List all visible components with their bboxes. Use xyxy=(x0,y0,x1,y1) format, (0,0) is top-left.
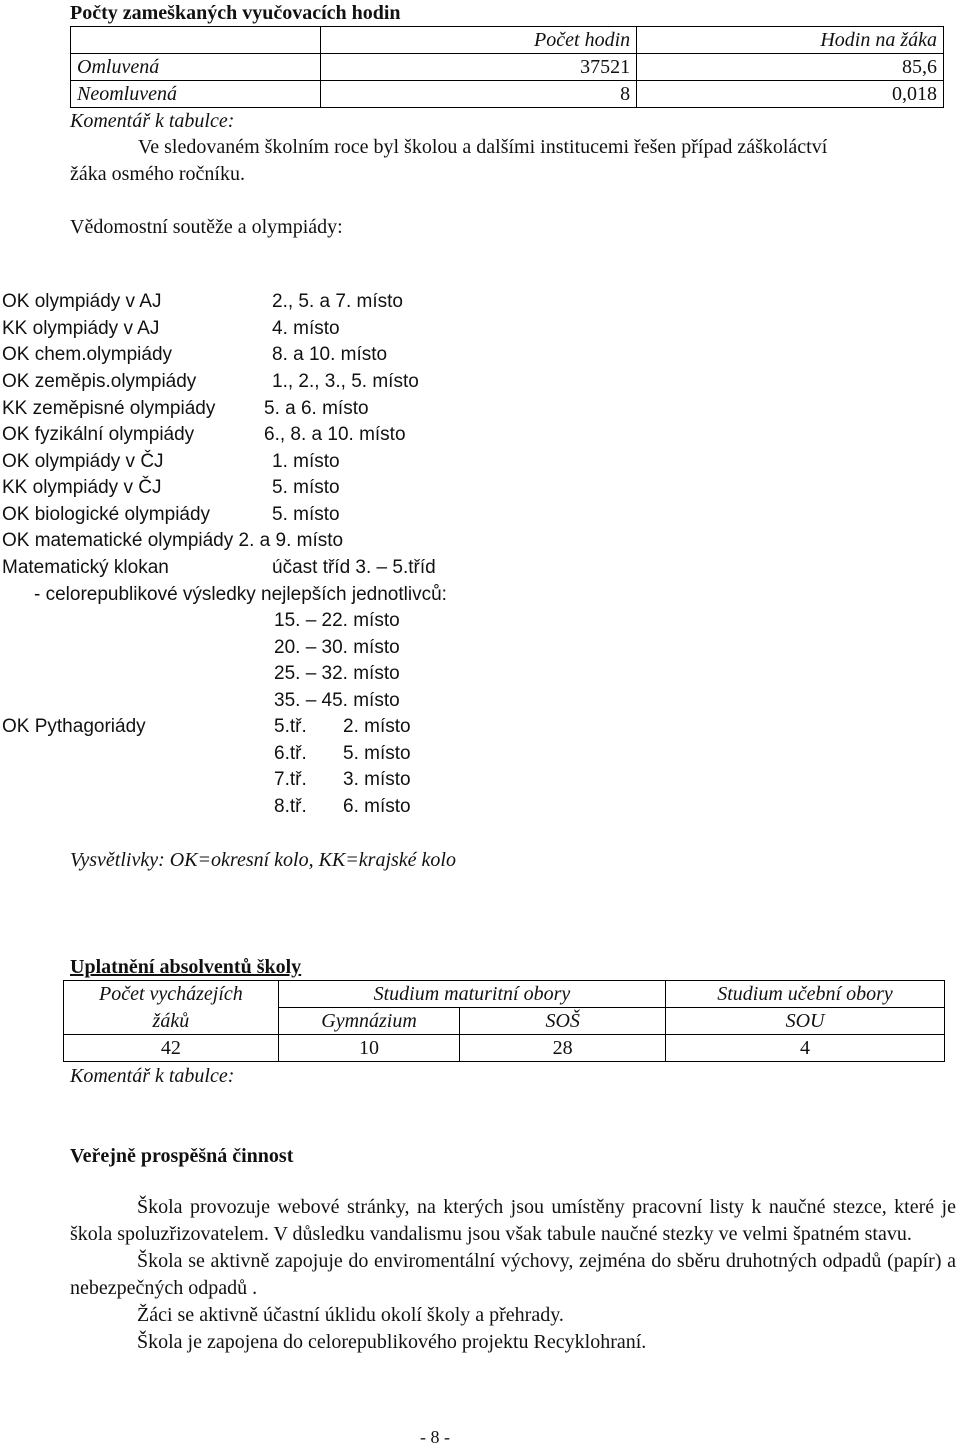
national-result: 15. – 22. místo xyxy=(274,610,400,631)
pythagoriady-place: 6. místo xyxy=(343,796,411,817)
sos-value: 28 xyxy=(460,1035,666,1062)
maturitni-header: Studium maturitní obory xyxy=(278,981,665,1008)
paragraph: Škola provozuje webové stránky, na kterých jsou umístěny pracovní listy k naučné stezce, které je škola spoluzřizovatelem. V důsledku vandalismu jsou však tabule naučné stezky ve velmi špatném stavu. xyxy=(70,1196,956,1245)
paragraph: Škola se aktivně zapojuje do enviromentální výchovy, zejména do sběru druhotných odpadů (papír) a nebezpečných odpadů . xyxy=(70,1250,956,1299)
gymnazium-value: 10 xyxy=(278,1035,460,1062)
pythagoriady-grade: 7.tř. xyxy=(274,769,307,790)
public-text xyxy=(70,1194,956,1356)
competition-name: KK olympiády v ČJ xyxy=(2,477,162,498)
absence-table xyxy=(70,26,944,108)
absence-title: Počty zameškaných vyučovacích hodin xyxy=(70,2,401,24)
competition-name: KK zeměpisné olympiády xyxy=(2,398,216,419)
table-header-per-pupil: Hodin na žáka xyxy=(637,27,944,54)
table-row xyxy=(64,981,945,1008)
competition-name: OK olympiády v AJ xyxy=(2,291,162,312)
absence-comment-line2: žáka osmého ročníku. xyxy=(70,163,245,185)
gymnazium-header: Gymnázium xyxy=(278,1008,460,1035)
competition-name: KK olympiády v AJ xyxy=(2,318,160,339)
competition-result: 5. místo xyxy=(272,477,340,498)
count-header-1: Počet vycházejích xyxy=(64,981,279,1008)
competition-name: OK olympiády v ČJ xyxy=(2,451,164,472)
national-results-label: - celorepublikové výsledky nejlepších jednotlivců: xyxy=(34,584,447,605)
pythagoriady-grade: 5.tř. xyxy=(274,716,307,737)
pythagoriady-grade: 6.tř. xyxy=(274,743,307,764)
competition-result: 1., 2., 3., 5. místo xyxy=(272,371,419,392)
paragraph: Žáci se aktivně účastní úklidu okolí školy a přehrady. xyxy=(137,1304,564,1326)
klokan-result: účast tříd 3. – 5.tříd xyxy=(272,557,436,578)
competition-result: 2., 5. a 7. místo xyxy=(272,291,403,312)
competition-name: OK zeměpis.olympiády xyxy=(2,371,197,392)
competition-result: 8. a 10. místo xyxy=(272,344,388,365)
competition-name: OK fyzikální olympiády xyxy=(2,424,195,445)
national-result: 20. – 30. místo xyxy=(274,637,400,658)
graduates-comment-label: Komentář k tabulce: xyxy=(70,1065,235,1087)
count-value: 42 xyxy=(64,1035,279,1062)
competition-result: 4. místo xyxy=(272,318,340,339)
pythagoriady-place: 2. místo xyxy=(343,716,411,737)
ucebni-header: Studium učební obory xyxy=(666,981,945,1008)
absence-comment-label: Komentář k tabulce: xyxy=(70,110,235,132)
competition-name: OK biologické olympiády xyxy=(2,504,211,525)
paragraph: Škola je zapojena do celorepublikového projektu Recyklohraní. xyxy=(137,1331,647,1353)
row-label: Neomluvená xyxy=(71,81,321,108)
table-row xyxy=(71,27,944,54)
absence-comment-line1: Ve sledovaném školním roce byl školou a dalšími institucemi řešen případ záškoláctví xyxy=(138,136,828,158)
competition-result: 6., 8. a 10. místo xyxy=(264,424,406,445)
count-header-2: žáků xyxy=(64,1008,279,1035)
competition-result: 5. místo xyxy=(272,504,340,525)
sou-header: SOU xyxy=(666,1008,945,1035)
row-label: Omluvená xyxy=(71,54,321,81)
sou-value: 4 xyxy=(666,1035,945,1062)
pythagoriady-place: 3. místo xyxy=(343,769,411,790)
table-row xyxy=(64,1035,945,1062)
table-row xyxy=(64,1008,945,1035)
table-header-hours: Počet hodin xyxy=(320,27,637,54)
table-cell-empty xyxy=(71,27,321,54)
graduates-table xyxy=(63,980,945,1062)
competitions-title: Vědomostní soutěže a olympiády: xyxy=(70,216,343,238)
pythagoriady-place: 5. místo xyxy=(343,743,411,764)
page-number: - 8 - xyxy=(420,1427,450,1447)
table-row xyxy=(71,54,944,81)
national-result: 35. – 45. místo xyxy=(274,690,400,711)
row-hours: 37521 xyxy=(320,54,637,81)
pythagoriady-name: OK Pythagoriády xyxy=(2,716,146,737)
math-olympiad: OK matematické olympiády 2. a 9. místo xyxy=(2,530,344,551)
graduates-title: Uplatnění absolventů školy xyxy=(70,956,302,978)
pythagoriady-grade: 8.tř. xyxy=(274,796,307,817)
public-title: Veřejně prospěšná činnost xyxy=(70,1145,294,1167)
sos-header: SOŠ xyxy=(460,1008,666,1035)
row-hours: 8 xyxy=(320,81,637,108)
klokan-name: Matematický klokan xyxy=(2,557,169,578)
competitions-legend: Vysvětlivky: OK=okresní kolo, KK=krajské kolo xyxy=(70,849,456,871)
table-row xyxy=(71,81,944,108)
row-per-pupil: 85,6 xyxy=(637,54,944,81)
row-per-pupil: 0,018 xyxy=(637,81,944,108)
competition-result: 5. a 6. místo xyxy=(264,398,369,419)
competition-result: 1. místo xyxy=(272,451,340,472)
competition-name: OK chem.olympiády xyxy=(2,344,173,365)
national-result: 25. – 32. místo xyxy=(274,663,400,684)
